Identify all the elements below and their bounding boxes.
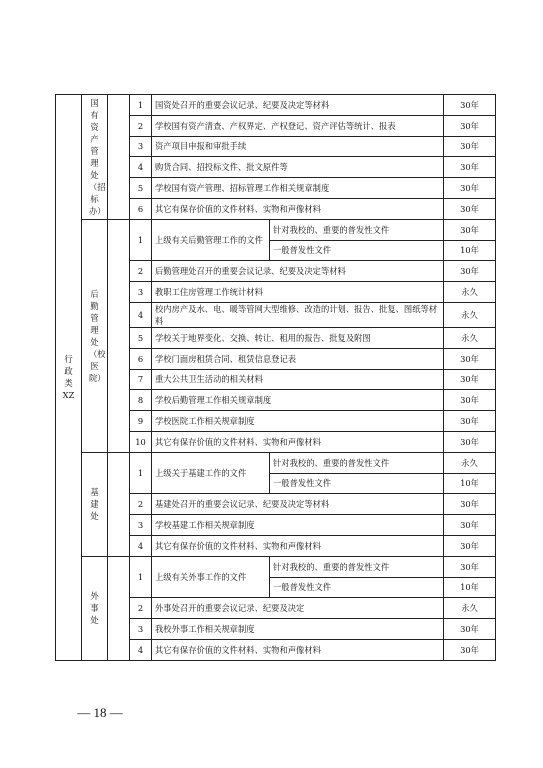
retention-period: 30年 <box>444 198 496 219</box>
row-number: 6 <box>130 198 152 219</box>
retention-period: 30年 <box>444 157 496 178</box>
item-description: 上级有关后勤管理工作的文件 <box>152 219 270 261</box>
item-description: 外事处召开的重要会议记录、纪要及决定 <box>152 598 444 619</box>
department-cell <box>82 452 108 556</box>
row-number: 8 <box>130 390 152 411</box>
retention-period: 30年 <box>444 136 496 157</box>
category-cell <box>56 95 82 661</box>
row-number: 2 <box>130 598 152 619</box>
item-description: 学校门面房租赁合同、租赁信息登记表 <box>152 348 444 369</box>
sub-item-description: 针对我校的、重要的普发性文件 <box>270 219 444 240</box>
row-number: 4 <box>130 639 152 660</box>
row-number: 3 <box>130 282 152 303</box>
sub-item-description: 一般普发性文件 <box>270 240 444 261</box>
row-number: 3 <box>130 515 152 536</box>
department-name: 外事处 <box>90 591 99 626</box>
retention-period: 30年 <box>444 556 496 577</box>
item-description: 我校外事工作相关规章制度 <box>152 619 444 640</box>
retention-period: 30年 <box>444 494 496 515</box>
retention-period: 30年 <box>444 431 496 452</box>
retention-period: 10年 <box>444 240 496 261</box>
item-description: 上级有关外事工作的文件 <box>152 556 270 598</box>
department-cell <box>82 556 108 660</box>
retention-period: 30年 <box>444 261 496 282</box>
category-code: XZ <box>62 390 75 401</box>
item-description: 其它有保存价值的文件材料、实物和声像材料 <box>152 198 444 219</box>
retention-period: 30年 <box>444 115 496 136</box>
row-number: 10 <box>130 431 152 452</box>
row-number: 5 <box>130 327 152 348</box>
retention-period: 30年 <box>444 95 496 116</box>
item-description: 学校后勤管理工作相关规章制度 <box>152 390 444 411</box>
department-name: 基建处 <box>90 487 99 522</box>
row-number: 5 <box>130 178 152 199</box>
row-number: 2 <box>130 115 152 136</box>
table-row <box>56 219 496 240</box>
retention-period: 永久 <box>444 452 496 473</box>
blank-column-cell <box>108 452 130 556</box>
department-name: 国有资产管理处（招标办） <box>89 97 106 216</box>
sub-item-description: 针对我校的、重要的普发性文件 <box>270 452 444 473</box>
row-number: 4 <box>130 157 152 178</box>
item-description: 学校关于地界变化、交换、转让、租用的报告、批复及附图 <box>152 327 444 348</box>
blank-column-cell <box>108 95 130 220</box>
item-description: 教职工住房管理工作统计材料 <box>152 282 444 303</box>
department-cell <box>82 219 108 452</box>
department-name: 后勤管理处（校医院） <box>89 288 106 383</box>
item-description: 重大公共卫生活动的相关材料 <box>152 369 444 390</box>
item-description: 上级关于基建工作的文件 <box>152 452 270 494</box>
item-description: 国资处召开的重要会议记录、纪要及决定等材料 <box>152 95 444 116</box>
retention-period: 30年 <box>444 390 496 411</box>
item-description: 购货合同、招投标文件、批文原件等 <box>152 157 444 178</box>
retention-period: 30年 <box>444 411 496 432</box>
row-number: 1 <box>130 556 152 598</box>
sub-item-description: 针对我校的、重要的普发性文件 <box>270 556 444 577</box>
item-description: 学校国有资产管理、招标管理工作相关规章制度 <box>152 178 444 199</box>
blank-column-cell <box>108 219 130 452</box>
row-number: 3 <box>130 619 152 640</box>
item-description: 基建处召开的重要会议记录、纪要及决定等材料 <box>152 494 444 515</box>
retention-period: 10年 <box>444 577 496 598</box>
retention-period: 30年 <box>444 348 496 369</box>
row-number: 1 <box>130 219 152 261</box>
archive-retention-table <box>55 94 496 661</box>
item-description: 学校医院工作相关规章制度 <box>152 411 444 432</box>
retention-period: 永久 <box>444 302 496 327</box>
row-number: 4 <box>130 535 152 556</box>
row-number: 7 <box>130 369 152 390</box>
item-description: 资产项目申报和审批手续 <box>152 136 444 157</box>
page-number: — 18 — <box>77 705 123 720</box>
item-description: 其它有保存价值的文件材料、实物和声像材料 <box>152 431 444 452</box>
item-description: 后勤管理处召开的重要会议记录、纪要及决定等材料 <box>152 261 444 282</box>
department-cell <box>82 95 108 220</box>
retention-period: 30年 <box>444 515 496 536</box>
row-number: 2 <box>130 261 152 282</box>
row-number: 4 <box>130 302 152 327</box>
retention-period: 10年 <box>444 473 496 494</box>
retention-period: 30年 <box>444 619 496 640</box>
table-row <box>56 556 496 577</box>
retention-period: 30年 <box>444 219 496 240</box>
retention-period: 永久 <box>444 598 496 619</box>
retention-period: 30年 <box>444 535 496 556</box>
item-description: 校内房产及水、电、暖等管网大型维修、改造的计划、报告、批复、图纸等材料 <box>152 302 444 327</box>
item-description: 学校基建工作相关规章制度 <box>152 515 444 536</box>
sub-item-description: 一般普发性文件 <box>270 473 444 494</box>
row-number: 2 <box>130 494 152 515</box>
table-row <box>56 95 496 116</box>
row-number: 6 <box>130 348 152 369</box>
row-number: 3 <box>130 136 152 157</box>
category-name: 行政类 <box>64 354 73 389</box>
sub-item-description: 一般普发性文件 <box>270 577 444 598</box>
retention-period: 永久 <box>444 327 496 348</box>
row-number: 9 <box>130 411 152 432</box>
retention-period: 30年 <box>444 178 496 199</box>
item-description: 学校国有资产清查、产权界定、产权登记、资产评估等统计、报表 <box>152 115 444 136</box>
retention-period: 30年 <box>444 369 496 390</box>
table-row <box>56 452 496 473</box>
item-description: 其它有保存价值的文件材料、实物和声像材料 <box>152 639 444 660</box>
item-description: 其它有保存价值的文件材料、实物和声像材料 <box>152 535 444 556</box>
retention-period: 永久 <box>444 282 496 303</box>
retention-period: 30年 <box>444 639 496 660</box>
row-number: 1 <box>130 95 152 116</box>
blank-column-cell <box>108 556 130 660</box>
row-number: 1 <box>130 452 152 494</box>
